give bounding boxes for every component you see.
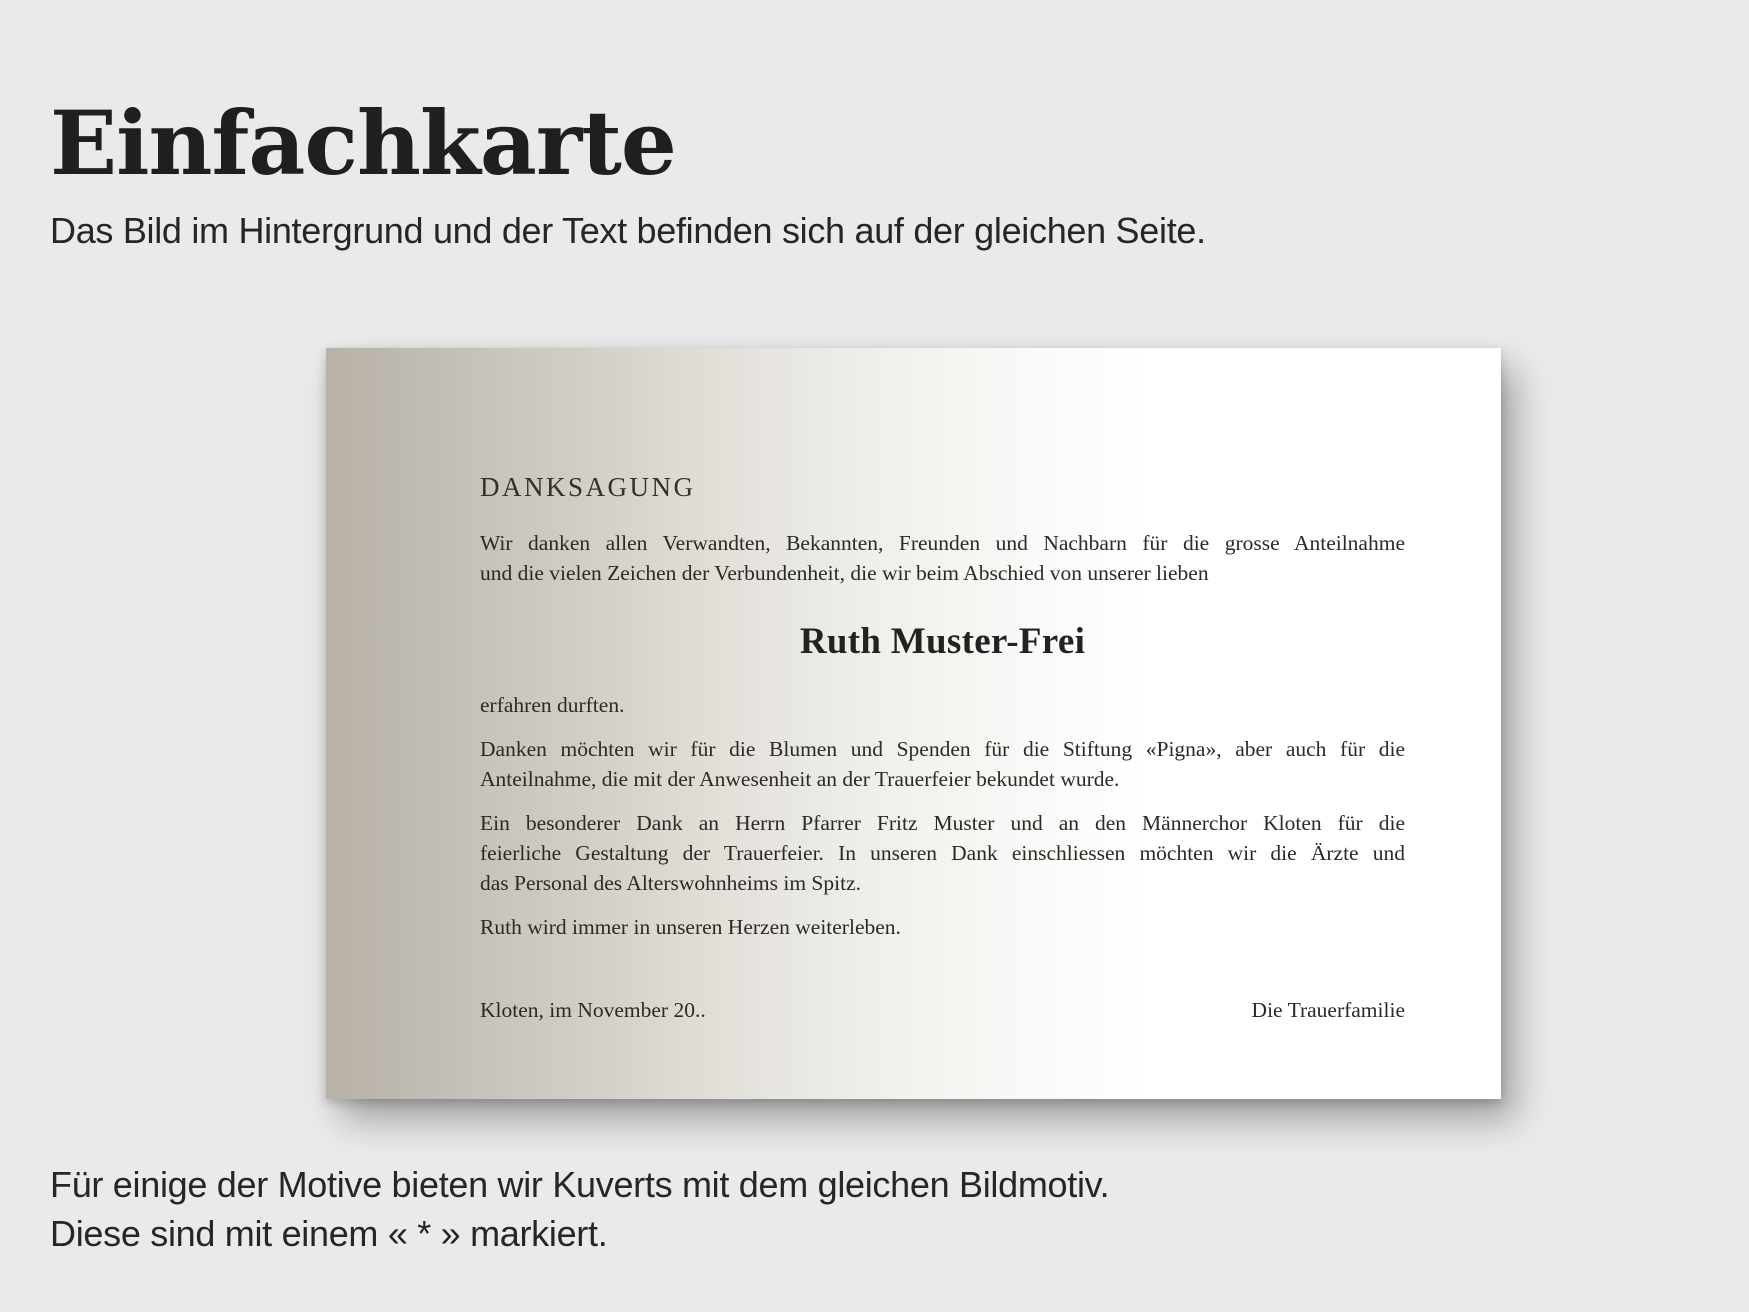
page-footnote — [50, 1160, 1109, 1258]
page-footnote-line-1: Für einige der Motive bieten wir Kuverts mit dem gleichen Bildmotiv. — [50, 1164, 1110, 1205]
card-footer — [480, 995, 1405, 1025]
sample-card-preview — [326, 348, 1501, 1099]
card-paragraph-danken-line-1: Danken möchten wir für die Blumen und Spenden für die Stiftung «Pigna», aber auch für die — [480, 737, 1405, 761]
card-paragraph-besonderer-dank-line-2: feierliche Gestaltung der Trauerfeier. In unseren Dank einschliessen möchten wir die Ärzte und — [480, 841, 1405, 865]
card-footer-family: Die Trauerfamilie — [1251, 998, 1405, 1022]
card-paragraph-erfahren: erfahren durften. — [480, 693, 625, 717]
card-footer-place-date: Kloten, im November 20.. — [480, 998, 706, 1022]
card-paragraph-intro — [480, 528, 1405, 588]
card-paragraph-danken — [480, 734, 1405, 794]
page-title: Einfachkarte — [50, 90, 676, 195]
card-heading: DANKSAGUNG — [480, 472, 696, 502]
deceased-name: Ruth Muster-Frei — [799, 621, 1086, 662]
page-footnote-line-2: Diese sind mit einem « * » markiert. — [50, 1213, 608, 1254]
card-paragraph-herzen: Ruth wird immer in unseren Herzen weiterleben. — [480, 915, 901, 939]
card-paragraph-danken-line-2: Anteilnahme, die mit der Anwesenheit an der Trauerfeier bekundet wurde. — [480, 767, 1120, 791]
card-paragraph-besonderer-dank-line-1: Ein besonderer Dank an Herrn Pfarrer Fritz Muster und an den Männerchor Kloten für die — [480, 811, 1405, 835]
card-paragraph-intro-line-2: und die vielen Zeichen der Verbundenheit, die wir beim Abschied von unserer lieben — [480, 561, 1209, 585]
card-paragraph-intro-line-1: Wir danken allen Verwandten, Bekannten, Freunden und Nachbarn für die grosse Anteilnahme — [480, 531, 1405, 555]
card-paragraph-besonderer-dank — [480, 808, 1405, 898]
card-paragraph-besonderer-dank-line-3: das Personal des Alterswohnheims im Spitz. — [480, 871, 861, 895]
page-subtitle: Das Bild im Hintergrund und der Text befinden sich auf der gleichen Seite. — [50, 210, 1206, 251]
